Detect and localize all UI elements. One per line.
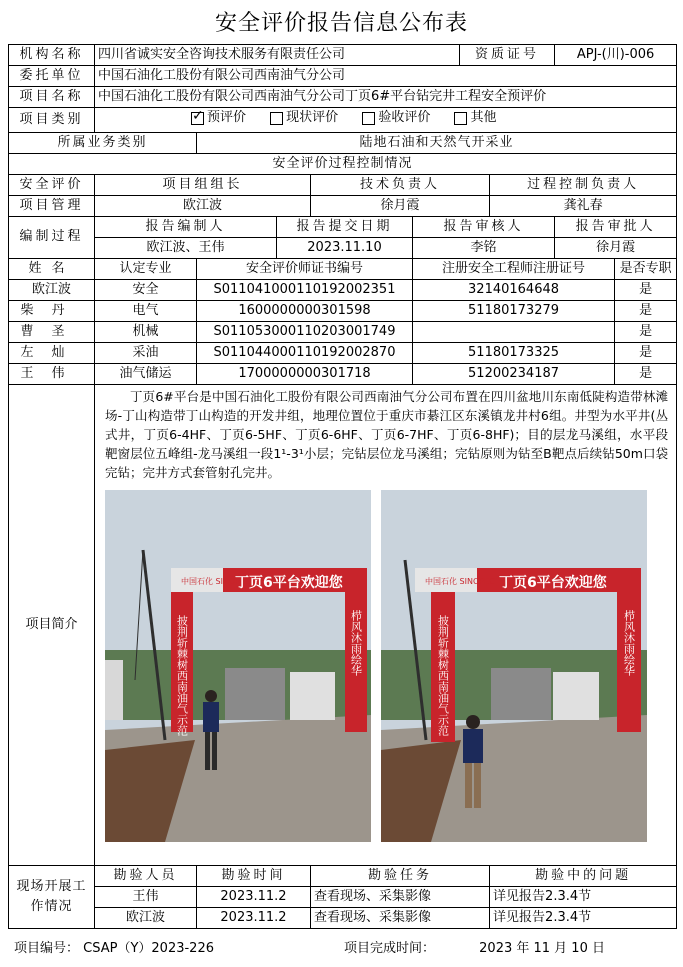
staff-header: 安全评价师证书编号 <box>197 258 413 279</box>
site-issue: 详见报告2.3.4节 <box>490 886 677 907</box>
intro-text: 丁页6#平台是中国石油化工股份有限公司西南油气分公司布置在四川盆地川东南低陡构造带林滩场-丁山构造带丁山构造的开发井组，地理位置位于重庆市綦江区东溪镇龙井村6组。井型为水平井(丛式井，丁页6-4HF、丁页6-5HF、丁页6-6HF、丁页6-7HF、丁页6-8HF)；目的层龙马溪组，水平段靶窗层位五峰组-龙马溪组一段1¹-3¹小层；完钻层位龙马溪组；完钻原则为钻至B靶点后续钻50m口袋完钻；完井方式套管射孔完井。 <box>105 388 669 480</box>
staff-major: 油气储运 <box>95 363 197 384</box>
client-label: 委托单位 <box>9 66 95 87</box>
compile-value: 徐月霞 <box>555 237 677 258</box>
right-slogan: 栉风沐雨绘华 <box>622 609 636 676</box>
mgmt-header: 过程控制负责人 <box>490 174 677 195</box>
site-photo-right <box>381 490 647 842</box>
compile-value: 李铭 <box>413 237 555 258</box>
table-row <box>9 300 677 321</box>
mgmt-label-bottom: 项目管理 <box>9 195 95 216</box>
site-person: 王伟 <box>95 886 197 907</box>
left-slogan: 披荆斩棘树西南油气示范 <box>175 614 189 736</box>
staff-name: 左灿 <box>9 342 95 363</box>
staff-cert: 1600000000301598 <box>197 300 413 321</box>
mgmt-value: 欧江波 <box>95 195 311 216</box>
logo-text: 中国石化 SINOPEC <box>425 576 495 586</box>
compile-header: 报告审批人 <box>555 216 677 237</box>
checkbox-checked-icon <box>191 112 204 125</box>
site-issue: 详见报告2.3.4节 <box>490 907 677 928</box>
business-value: 陆地石油和天然气开采业 <box>197 132 677 153</box>
project-code <box>14 937 214 956</box>
staff-reg: 51180173279 <box>413 300 615 321</box>
staff-fulltime: 是 <box>615 363 677 384</box>
site-header: 勘验人员 <box>95 865 197 886</box>
staff-cert: 1700000000301718 <box>197 363 413 384</box>
page-title: 安全评价报告信息公布表 <box>214 11 468 36</box>
staff-header: 是否专职 <box>615 258 677 279</box>
category-option-label: 预评价 <box>207 110 247 125</box>
compile-value: 2023.11.10 <box>277 237 413 258</box>
staff-cert: S011041000110192002351 <box>197 279 413 300</box>
site-header: 勘验中的问题 <box>490 865 677 886</box>
intro-cell <box>95 384 677 865</box>
category-option-acceptance <box>362 108 430 128</box>
mgmt-label-top: 安全评价 <box>9 174 95 195</box>
photo-row <box>95 482 676 842</box>
checkbox-icon <box>362 112 375 125</box>
staff-cert: S011044000110192002870 <box>197 342 413 363</box>
org-value: 四川省诚实安全咨询技术服务有限责任公司 <box>95 45 460 66</box>
staff-reg: 51180173325 <box>413 342 615 363</box>
checkbox-icon <box>454 112 467 125</box>
site-photo-right-svg <box>381 490 647 842</box>
staff-major: 安全 <box>95 279 197 300</box>
arch-text: 丁页6平台欢迎您 <box>235 574 343 591</box>
staff-major: 电气 <box>95 300 197 321</box>
compile-header: 报告提交日期 <box>277 216 413 237</box>
project-label: 项目名称 <box>9 87 95 108</box>
staff-fulltime: 是 <box>615 342 677 363</box>
category-label: 项目类别 <box>9 108 95 133</box>
arch-text: 丁页6平台欢迎您 <box>499 574 607 591</box>
compile-header: 报告审核人 <box>413 216 555 237</box>
table-row <box>9 363 677 384</box>
checkbox-icon <box>270 112 283 125</box>
intro-label: 项目简介 <box>9 384 95 865</box>
staff-cert: S011053000110203001749 <box>197 321 413 342</box>
table-row <box>9 342 677 363</box>
client-value: 中国石油化工股份有限公司西南油气分公司 <box>95 66 677 87</box>
site-label: 现场开展工作情况 <box>9 865 95 928</box>
site-date: 2023.11.2 <box>197 886 311 907</box>
category-option-label: 验收评价 <box>378 110 431 125</box>
completion-date <box>344 937 605 956</box>
org-label: 机构名称 <box>9 45 95 66</box>
mgmt-value: 龚礼春 <box>490 195 677 216</box>
category-options <box>95 108 677 133</box>
table-row <box>9 279 677 300</box>
site-header: 勘验时间 <box>197 865 311 886</box>
staff-name: 欧江波 <box>9 279 95 300</box>
table-row <box>9 907 677 928</box>
table-row <box>9 321 677 342</box>
compile-header: 报告编制人 <box>95 216 277 237</box>
right-slogan: 栉风沐雨绘华 <box>349 609 363 676</box>
site-person: 欧江波 <box>95 907 197 928</box>
staff-name: 曹圣 <box>9 321 95 342</box>
logo-text: 中国石化 SINOPEC <box>181 576 251 586</box>
staff-fulltime: 是 <box>615 321 677 342</box>
staff-header: 认定专业 <box>95 258 197 279</box>
completion-date-value: 2023 年 11 月 10 日 <box>479 941 605 956</box>
mgmt-header: 项目组组长 <box>95 174 311 195</box>
project-code-label: 项目编号： <box>14 941 80 956</box>
category-option-label: 现状评价 <box>286 110 339 125</box>
site-header: 勘验任务 <box>311 865 490 886</box>
staff-header: 注册安全工程师注册证号 <box>413 258 615 279</box>
info-table <box>8 44 677 929</box>
category-option-label: 其他 <box>470 110 497 125</box>
staff-major: 机械 <box>95 321 197 342</box>
staff-reg: 32140164648 <box>413 279 615 300</box>
project-code-value: CSAP（Y）2023-226 <box>83 941 214 956</box>
compile-label: 编制过程 <box>9 216 95 258</box>
compile-value: 欧江波、王伟 <box>95 237 277 258</box>
table-row <box>9 886 677 907</box>
staff-fulltime: 是 <box>615 279 677 300</box>
left-slogan: 披荆斩棘树西南油气示范 <box>436 614 450 736</box>
site-photo-left-svg <box>105 490 371 842</box>
completion-date-label: 项目完成时间： <box>344 941 436 956</box>
staff-name: 柴丹 <box>9 300 95 321</box>
project-value: 中国石油化工股份有限公司西南油气分公司丁页6#平台钻完井工程安全预评价 <box>95 87 677 108</box>
process-title: 安全评价过程控制情况 <box>9 153 677 174</box>
category-option-other <box>454 108 496 128</box>
staff-name: 王伟 <box>9 363 95 384</box>
category-option-pre <box>191 108 246 128</box>
site-task: 查看现场、采集影像 <box>311 907 490 928</box>
site-photo-left <box>105 490 371 842</box>
site-date: 2023.11.2 <box>197 907 311 928</box>
staff-reg: 51200234187 <box>413 363 615 384</box>
cert-label: 资质证号 <box>460 45 555 66</box>
business-label: 所属业务类别 <box>9 132 197 153</box>
category-option-status <box>270 108 338 128</box>
staff-major: 采油 <box>95 342 197 363</box>
mgmt-header: 技术负责人 <box>311 174 490 195</box>
staff-fulltime: 是 <box>615 300 677 321</box>
site-task: 查看现场、采集影像 <box>311 886 490 907</box>
staff-reg <box>413 321 615 342</box>
mgmt-value: 徐月霞 <box>311 195 490 216</box>
cert-value: APJ-(川)-006 <box>555 45 677 66</box>
staff-header-name: 姓名 <box>9 258 95 279</box>
